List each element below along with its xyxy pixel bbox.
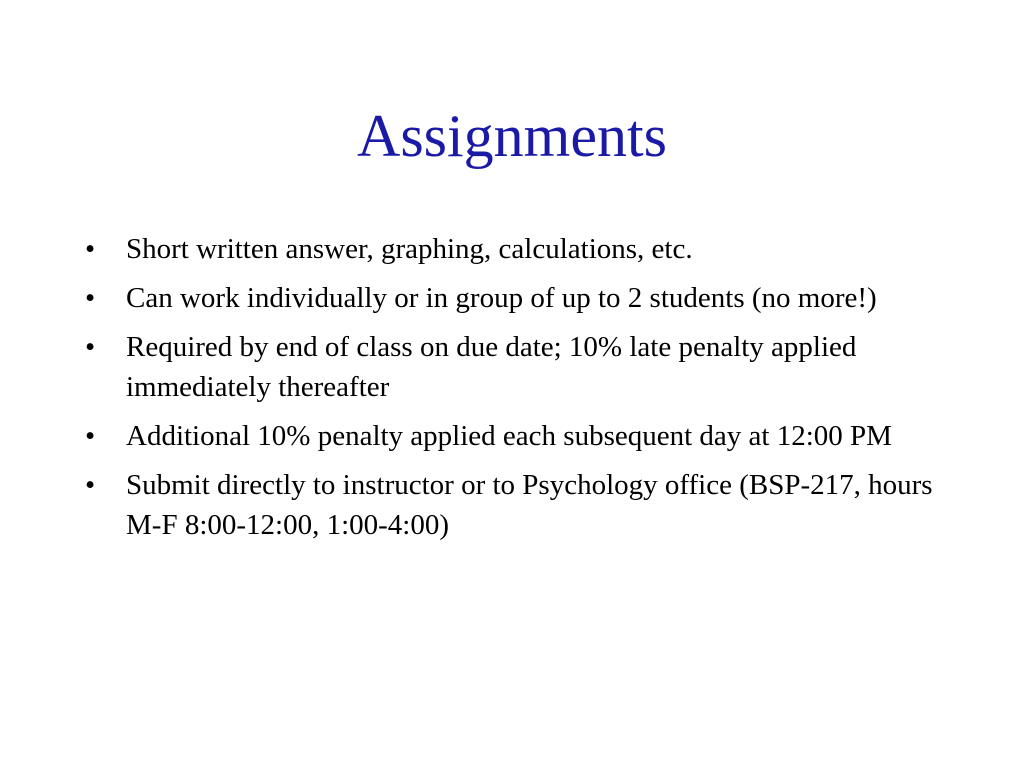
- bullet-text: Submit directly to instructor or to Psychology office (BSP-217, hours M-F 8:00-12:00, 1:00-4:00): [126, 469, 933, 541]
- bullet-item: [85, 229, 945, 269]
- bullet-item: [85, 327, 945, 407]
- bullet-icon: •: [85, 282, 96, 314]
- bullet-text: Additional 10% penalty applied each subsequent day at 12:00 PM: [126, 420, 892, 452]
- bullet-icon: •: [85, 331, 96, 363]
- bullet-icon: •: [85, 233, 96, 265]
- bullet-item: [85, 278, 945, 318]
- slide-title: Assignments: [356, 103, 668, 169]
- bullet-icon: •: [85, 420, 96, 452]
- bullet-item: [85, 465, 945, 545]
- bullet-icon: •: [85, 469, 96, 501]
- bullet-item: [85, 416, 945, 456]
- bullet-text: Required by end of class on due date; 10% late penalty applied immediately thereafter: [126, 331, 857, 403]
- bullet-list: [85, 229, 945, 554]
- bullet-text: Can work individually or in group of up to 2 students (no more!): [126, 282, 877, 314]
- bullet-text: Short written answer, graphing, calculations, etc.: [126, 233, 693, 265]
